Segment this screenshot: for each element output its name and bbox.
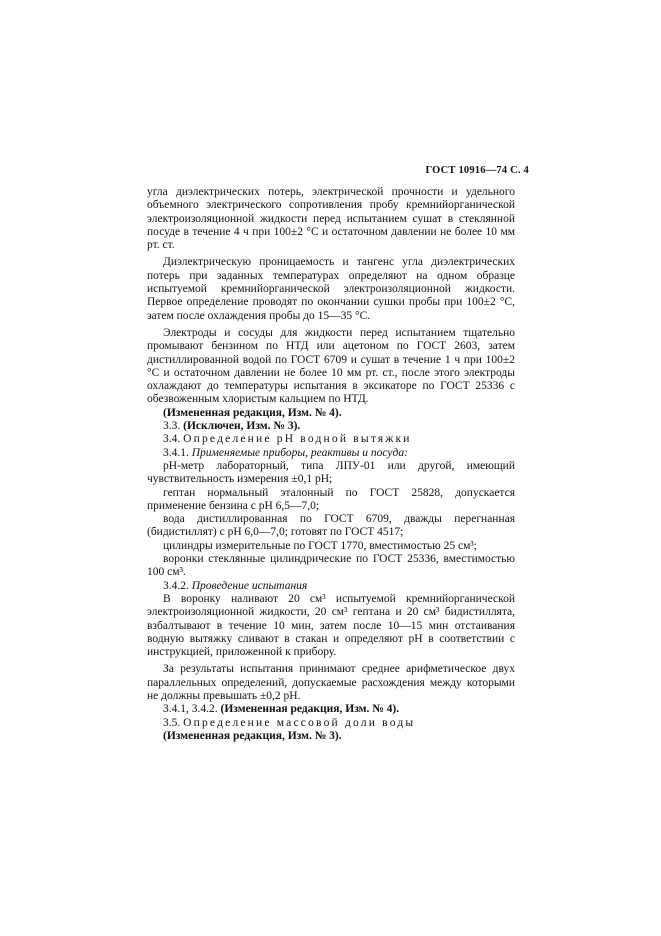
paragraph-text: (Исключен, Изм. № 3). [183,420,301,433]
paragraph-text: (Измененная редакция, Изм. № 4). [220,703,400,716]
paragraph [147,730,515,743]
paragraph-text: воронки стеклянные цилиндрические по ГОСТ 25336, вместимостью 100 см³. [147,553,515,579]
paragraph [147,593,515,659]
paragraph [147,256,515,322]
paragraph [147,487,515,514]
paragraph-text: (Измененная редакция, Изм. № 4). [163,406,342,419]
paragraph [147,460,515,487]
section-number: 3.4.1. [163,446,192,459]
paragraph [147,447,515,460]
paragraph [147,703,515,716]
paragraph-text: Применяемые приборы, реактивы и посуда: [191,446,408,459]
paragraph-text: За результаты испытания принимают среднее арифметическое двух параллельных определений, допускаемые расхождения между которыми не должны превышать ±0,2 рН. [147,663,515,702]
paragraph-text: угла диэлектрических потерь, электрической прочности и удельного объемного электрического сопротивления пробу кремнийорганической электроизоляционной жидкости перед испытанием сушат в стеклянной посуде в течение 4 ч при 100±2 °С и остаточном давлении не более 10 мм рт. ст. [147,186,515,252]
paragraph-text: Электроды и сосуды для жидкости перед испытанием тщательно промывают бензином по НТД или ацетоном по ГОСТ 2603, затем дистиллированной водой по ГОСТ 6709 и сушат в течение 1 ч при 100±2 °С и остаточном давлении не более 10 мм рт. ст., после этого электроды охлаждают до температуры испытания в эксикаторе по ГОСТ 25336 с обезвоженным хлористым кальцием по НТД. [147,326,515,406]
section-number: 3.4.1, 3.4.2. [163,703,221,716]
paragraph [147,540,515,553]
paragraph [147,186,515,252]
paragraph-text: Определение рН водной вытяжки [183,433,412,446]
section-number: 3.3. [163,420,184,433]
paragraph [147,407,515,420]
paragraph-text: Диэлектрическую проницаемость и тангенс угла диэлектрических потерь при заданных температурах определяют на одном образце испытуемой кремнийорганической электроизоляционной жидкости. Первое определение проводят по окончании сушки пробы при 100±2 °С, затем после охлаждения пробы до 15—35 °С. [147,256,515,322]
paragraph [147,327,515,407]
paragraph-text: цилиндры измерительные по ГОСТ 1770, вместимостью 25 см³; [163,539,477,552]
paragraph-text: вода дистиллированная по ГОСТ 6709, дважды перегнанная (бидистиллят) с рН 6,0—7,0; готовят по ГОСТ 4517; [147,513,515,539]
paragraph [147,420,515,433]
document-body [147,186,515,743]
paragraph [147,580,515,593]
paragraph [147,513,515,540]
paragraph [147,433,515,446]
paragraph-text: гептан нормальный эталонный по ГОСТ 25828, допускается применение бензина с рН 6,5—7,0; [147,486,515,512]
paragraph-text: (Измененная редакция, Изм. № 3). [163,729,342,742]
page-header: ГОСТ 10916—74 С. 4 [425,165,529,176]
paragraph [147,717,515,730]
paragraph-text: Определение массовой доли воды [183,716,416,729]
section-number: 3.4. [163,433,184,446]
section-number: 3.4.2. [163,579,192,592]
paragraph-text: В воронку наливают 20 см³ испытуемой кремнийорганической электроизоляционной жидкости, 20 см³ гептана и 20 см³ бидистиллята, взбалтывают в течение 10 мин, затем после 10—15 мин отстаивания водную вытяжку сливают в стакан и определяют рН в соответствии с инструкцией, приложенной к прибору. [147,592,515,659]
paragraph-text: рН-метр лабораторный, типа ЛПУ-01 или другой, имеющий чувствительность измерения ±0,1 рН; [147,459,515,486]
section-number: 3.5. [163,716,184,729]
paragraph [147,663,515,703]
paragraph-text: Проведение испытания [191,579,308,592]
paragraph [147,553,515,580]
